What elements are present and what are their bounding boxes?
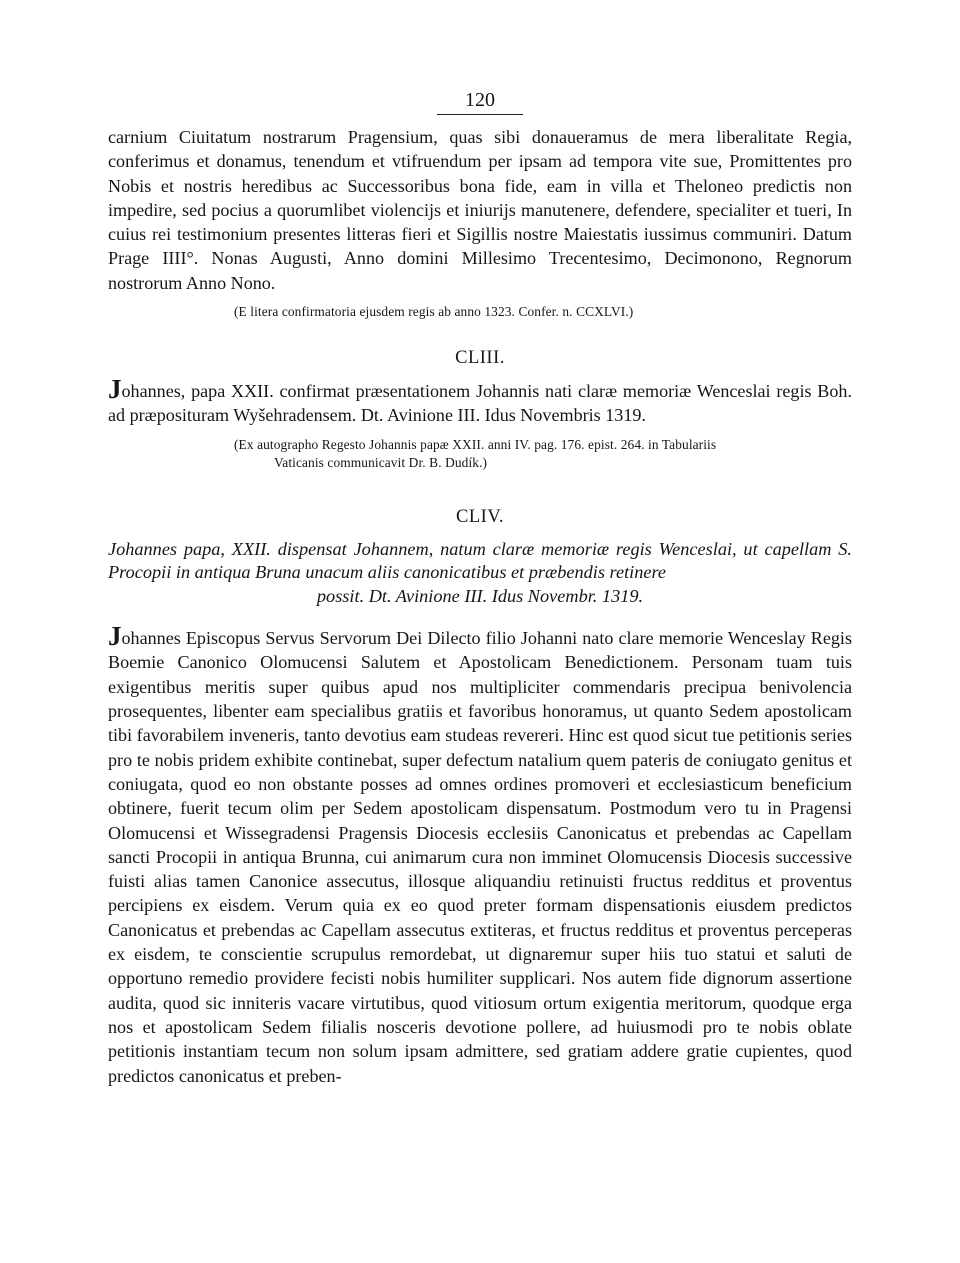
source-note-1: (E litera confirmatoria ejusdem regis ab anno 1323. Confer. n. CCXLVI.) [234,304,634,320]
document-number-cliii: CLIII. [455,348,505,369]
document-page [108,88,852,1088]
source-note-cliii-line-1: (Ex autographo Regesto Johannis papæ XXII. anni IV. pag. 176. epist. 264. in Tabulariis [234,436,717,452]
regest-cliv-main: Johannes papa, XXII. dispensat Johannem, natum claræ memoriæ regis Wenceslai, ut capellam S. Procopii in antiqua Bruna unacum aliis canonicatibus et præbendis retinere [108,538,852,583]
letter-body-cliv [108,621,852,1088]
regest-cliii [108,374,852,428]
document-number-cliv: CLIV. [456,506,504,527]
regest-cliv [108,538,852,609]
regest-cliii-text: ohannes, papa XXII. confirmat præsentationem Johannis nati claræ memoriæ Wenceslai regis Boh. ad præposituram Wyšehradensem. Dt. Avinione III. Idus Novembris 1319. [108,381,852,426]
dropcap-cliii: J [108,374,122,405]
source-note-cliii-line-2: Vaticanis communicavit Dr. B. Dudík.) [274,454,488,470]
regest-cliv-last-line: possit. Dt. Avinione III. Idus Novembr. 1319. [316,585,644,606]
continuation-paragraph: carnium Ciuitatum nostrarum Pragensium, quas sibi donaueramus de mera liberalitate Regia, conferimus et donamus, tenendum et vtifruendum per ipsam ad tempora vite sue, Promittentes pro Nobis et nostris heredibus ac Successoribus bona fide, eam in villa et Theloneo predictis non impedire, sed pocius a quorumlibet violencijs et iniurijs manutenere, defendere, specialiter et tueri, In cuius rei testimonium presentes litteras fieri et Sigillis nostre Maiestatis iussimus communiri. Datum Prage IIII°. Nonas Augusti, Anno domini Millesimo Trecentesimo, Decimonono, Regnorum nostrorum Anno Nono. [108,127,852,293]
letter-body-cliv-text: ohannes Episcopus Servus Servorum Dei Dilecto filio Johanni nato clare memorie Wenceslay Regis Boemie Canonico Olomucensi Salutem et Apostolicam Benedictionem. Personam tuam tuis exigentibus meritis super quibus apud nos multipliciter commendaris precipua benivolencia prosequentes, libenter eam specialibus gratiis et favoribus honoramus, ut quanto Sedem apostolicam tibi favorabilem inveneris, tanto devotius eam studeas revereri. Hinc est quod sicut tue petitionis series pro te nobis pridem exhibite continebat, super defectum natalium quem pateris de coniugato genitus et coniugata, quod eo non obstante posses ad omnes ordines promoveri et ecclesiasticum beneficium obtinere, fuerit tecum olim per Sedem apostolicam dispensatum. Postmodum vero tu in Pragensi Olomucensi et Wissegradensi Pragensis Diocesis ecclesiis Canonicatus et prebendas ac Capellam sancti Procopii in antiqua Brunna, cui animarum cura non imminet Olomucensis Diocesis successive fuisti alias tamen Canonice assecutus, illosque aliquandiu retinuisti fructus redditus et proventus percipiens ex eisdem. Verum quia ex eo quod preter formam dispensationis eiusdem predictos Canonicatus et prebendas ac Capellam assecutus extiteras, et fructus redditus et proventus perceperas ex eisdem, te conscientie scrupulus remordebat, ut dignaremur super hiis tuo statui et saluti de opportuno remedio providere fecisti nobis humiliter supplicari. Nos autem fide dignorum assertione audita, quod sic inniteris vacare virtutibus, quod vitiosum ortum exigentia meritorum, quodque erga nos et apostolicam Sedem filialis nosceris devotione pollere, ad huiusmodi pro te nobis oblate petitionis instantiam tecum non solum ipsam admittere, sed gratiam addere gratie cupientes, quod predictos canonicatus et preben- [108,628,852,1086]
page-number: 120 [108,88,852,115]
source-note-cliii [234,436,852,472]
dropcap-cliv: J [108,621,122,652]
